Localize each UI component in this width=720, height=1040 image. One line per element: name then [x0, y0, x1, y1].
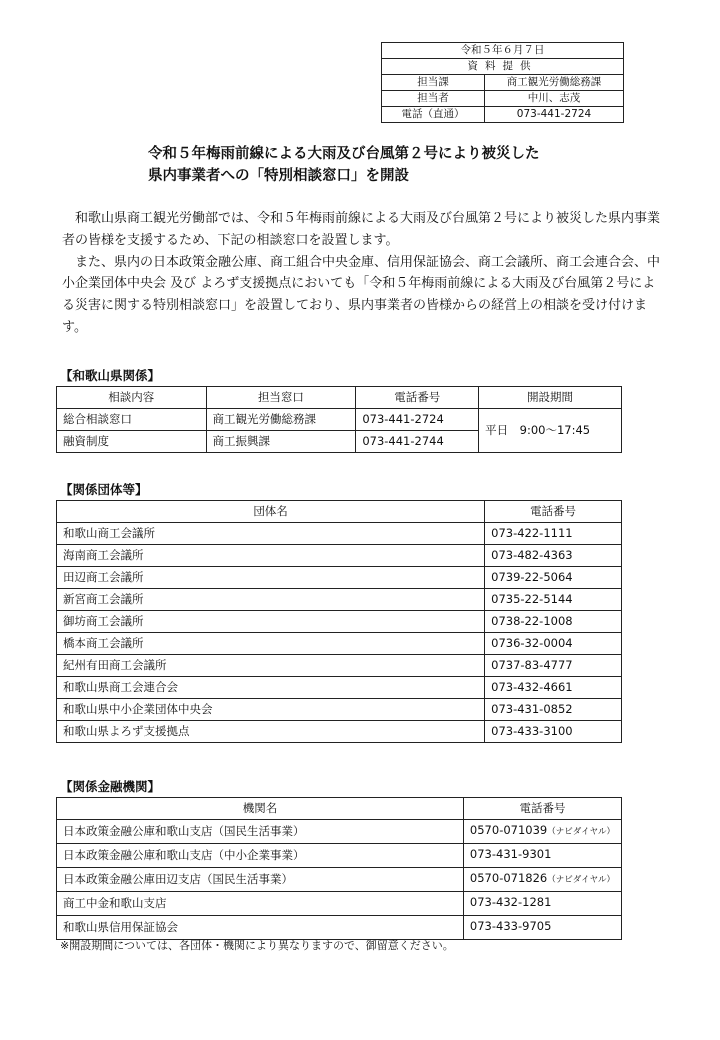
phone-number: 073-431-9301 [469, 847, 552, 861]
phone-number: 0736-32-0004 [485, 633, 622, 655]
organization-name: 和歌山県中小企業団体中央会 [57, 699, 485, 721]
consultation-content: 総合相談窓口 [57, 409, 207, 431]
phone-number: 073-422-1111 [485, 523, 622, 545]
phone-cell [463, 892, 621, 916]
column-header: 機関名 [57, 798, 464, 820]
table-row [57, 611, 622, 633]
organization-name: 紀州有田商工会議所 [57, 655, 485, 677]
organization-name: 和歌山県商工会連合会 [57, 677, 485, 699]
phone-number: 073-431-0852 [485, 699, 622, 721]
organization-name: 田辺商工会議所 [57, 567, 485, 589]
opening-period: 平日 9:00～17:45 [479, 409, 622, 453]
column-header: 相談内容 [57, 387, 207, 409]
phone-number: 073-432-1281 [469, 895, 552, 909]
table-header-row [57, 798, 622, 820]
table-row [57, 633, 622, 655]
pref-section-heading: 【和歌山県関係】 [60, 368, 161, 383]
column-header: 開設期間 [479, 387, 622, 409]
pref-contact-table [56, 386, 622, 453]
phone-cell [463, 820, 621, 844]
phone-number: 0737-83-4777 [485, 655, 622, 677]
phone-number: 073-432-4661 [485, 677, 622, 699]
phone-number: 0738-22-1008 [485, 611, 622, 633]
contact-window: 商工観光労働総務課 [206, 409, 356, 431]
table-row [57, 844, 622, 868]
phone-number: 073-441-2744 [356, 431, 479, 453]
footnote: ※開設期間については、各団体・機関により異なりますので、御留意ください。 [60, 939, 454, 952]
table-row [57, 589, 622, 611]
document-info-box [381, 42, 624, 123]
institution-name: 日本政策金融公庫和歌山支店（中小企業事業） [57, 844, 464, 868]
table-row [57, 655, 622, 677]
table-row [57, 567, 622, 589]
table-row [57, 916, 622, 940]
table-row [57, 892, 622, 916]
page-title [148, 143, 540, 187]
department-label: 担当課 [382, 75, 485, 91]
organization-name: 橋本商工会議所 [57, 633, 485, 655]
title-line-1: 令和５年梅雨前線による大雨及び台風第２号により被災した [148, 146, 540, 162]
organization-name: 海南商工会議所 [57, 545, 485, 567]
phone-cell [463, 916, 621, 940]
column-header: 担当窓口 [206, 387, 356, 409]
institution-name: 日本政策金融公庫和歌山支店（国民生活事業） [57, 820, 464, 844]
body-text [62, 208, 662, 339]
institution-name: 商工中金和歌山支店 [57, 892, 464, 916]
navi-dial-suffix: （ナビダイヤル） [547, 875, 615, 885]
phone-number: 073-433-9705 [469, 919, 552, 933]
phone-value: 073-441-2724 [485, 107, 624, 123]
fin-section-heading: 【関係金融機関】 [60, 779, 161, 794]
org-section-heading: 【関係団体等】 [60, 482, 148, 497]
phone-number: 0570-071039 [469, 823, 548, 837]
paragraph-2: また、県内の日本政策金融公庫、商工組合中央金庫、信用保証協会、商工会議所、商工会連合会、中小企業団体中央会 及び よろず支援拠点においても「令和５年梅雨前線による大雨及び台風第２号による災害に関する特別相談窓口」を設置しており、県内事業者の皆様からの経営上の相談を受け付けます。 [62, 254, 661, 335]
phone-number: 073-482-4363 [485, 545, 622, 567]
department-value: 商工観光労働総務課 [485, 75, 624, 91]
phone-number: 0570-071826 [469, 871, 548, 885]
fin-contact-table [56, 797, 622, 940]
title-line-2: 県内事業者への「特別相談窓口」を開設 [148, 168, 409, 184]
phone-cell [463, 868, 621, 892]
phone-label: 電話（直通） [382, 107, 485, 123]
organization-name: 和歌山商工会議所 [57, 523, 485, 545]
paragraph-1: 和歌山県商工観光労働部では、令和５年梅雨前線による大雨及び台風第２号により被災した県内事業者の皆様を支援するため、下記の相談窓口を設置します。 [62, 211, 661, 248]
table-row [57, 721, 622, 743]
column-header: 団体名 [57, 501, 485, 523]
phone-number: 073-441-2724 [356, 409, 479, 431]
contact-window: 商工振興課 [206, 431, 356, 453]
table-header-row [57, 501, 622, 523]
table-row [57, 868, 622, 892]
phone-number: 0739-22-5064 [485, 567, 622, 589]
navi-dial-suffix: （ナビダイヤル） [547, 827, 615, 837]
person-value: 中川、志茂 [485, 91, 624, 107]
table-header-row [57, 387, 622, 409]
org-contact-table [56, 500, 622, 743]
table-row [57, 820, 622, 844]
table-row [57, 409, 622, 431]
release-date: 令和５年６月７日 [382, 43, 624, 59]
column-header: 電話番号 [463, 798, 621, 820]
phone-number: 073-433-3100 [485, 721, 622, 743]
column-header: 電話番号 [356, 387, 479, 409]
institution-name: 和歌山県信用保証協会 [57, 916, 464, 940]
consultation-content: 融資制度 [57, 431, 207, 453]
phone-number: 0735-22-5144 [485, 589, 622, 611]
organization-name: 和歌山県よろず支援拠点 [57, 721, 485, 743]
organization-name: 御坊商工会議所 [57, 611, 485, 633]
organization-name: 新宮商工会議所 [57, 589, 485, 611]
table-row [57, 699, 622, 721]
column-header: 電話番号 [485, 501, 622, 523]
table-row [57, 545, 622, 567]
document-type: 資料提供 [382, 59, 624, 75]
table-row [57, 523, 622, 545]
phone-cell [463, 844, 621, 868]
table-row [57, 677, 622, 699]
institution-name: 日本政策金融公庫田辺支店（国民生活事業） [57, 868, 464, 892]
person-label: 担当者 [382, 91, 485, 107]
